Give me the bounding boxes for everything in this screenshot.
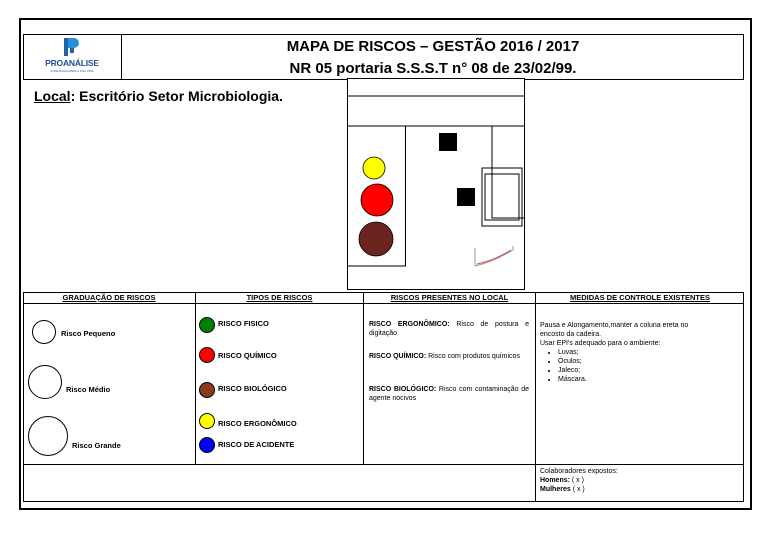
column-divider <box>195 292 196 464</box>
large-risk-circle-icon <box>28 416 68 456</box>
workers-title: Colaboradores expostos: <box>540 468 618 475</box>
ppe-item: • Jaleco; <box>558 366 710 375</box>
medium-risk-circle-icon <box>28 365 62 399</box>
floor-plan <box>347 78 525 290</box>
men-label: Homens: <box>540 477 570 484</box>
type-accident-label: RISCO DE ACIDENTE <box>218 440 295 449</box>
type-ergonomic-label: RISCO ERGONÔMICO <box>218 419 297 428</box>
present-ergonomic <box>369 320 529 338</box>
women-label: Mulheres <box>540 486 571 493</box>
col-header-grades: GRADUAÇÃO DE RISCOS <box>62 293 156 302</box>
equipment-block <box>457 188 475 206</box>
physical-risk-icon <box>199 317 215 333</box>
present-chemical-title: RISCO QUÍMICO: <box>369 353 427 360</box>
measures-intro-1: Pausa e Alongamento,manter a coluna ereta no encosto da cadeira. <box>540 322 689 338</box>
women-value: ( x ) <box>572 486 585 493</box>
row-divider <box>23 464 744 465</box>
present-chemical <box>369 352 529 361</box>
page-subtitle: NR 05 portaria S.S.S.T n° 08 de 23/02/99. <box>289 60 577 77</box>
page-title: MAPA DE RISCOS – GESTÃO 2016 / 2017 <box>286 38 580 55</box>
proanalise-logo-icon <box>23 34 121 80</box>
equipment-block <box>439 133 457 151</box>
type-physical-label: RISCO FISICO <box>218 319 269 328</box>
ppe-item: • Óculos; <box>558 357 710 366</box>
men-value: ( x ) <box>571 477 584 484</box>
location-label: Local <box>34 88 71 104</box>
chemical-risk-icon <box>199 347 215 363</box>
col-header-measures: MEDIDAS DE CONTROLE EXISTENTES <box>569 293 710 302</box>
biological-risk-icon <box>199 382 215 398</box>
location-line <box>34 88 283 104</box>
logo-tagline: CONFIANÇA PARA A SUA VIDA <box>50 69 94 73</box>
small-risk-circle-icon <box>32 320 56 344</box>
workers-cell <box>540 467 740 494</box>
accident-risk-icon <box>199 437 215 453</box>
measures-cell <box>540 321 710 384</box>
chemical-risk-marker <box>361 184 393 216</box>
present-chemical-text: Risco com produtos químicos <box>428 353 520 360</box>
present-biological-title: RISCO BIOLÓGICO: <box>369 386 437 393</box>
col-header-types: TIPOS DE RISCOS <box>246 293 313 302</box>
logo-text: PROANÁLISE <box>45 58 99 68</box>
ppe-item: • Luvas; <box>558 348 710 357</box>
ergonomic-risk-icon <box>199 413 215 429</box>
present-biological <box>369 385 529 403</box>
location-value: : Escritório Setor Microbiologia. <box>70 88 283 104</box>
grade-medium-label: Risco Médio <box>66 385 111 394</box>
logo-cell <box>23 34 122 80</box>
present-ergonomic-text: Risco de postura e digitação <box>369 321 529 337</box>
type-chemical-label: RISCO QUÍMICO <box>218 351 277 360</box>
biological-risk-marker <box>359 222 393 256</box>
grade-small-label: Risco Pequeno <box>61 329 116 338</box>
ergonomic-risk-marker <box>363 157 385 179</box>
column-divider <box>363 292 364 464</box>
ppe-list <box>540 348 710 384</box>
column-divider <box>535 292 536 502</box>
measures-intro-2: Usar EPI's adequado para o ambiente: <box>540 340 661 347</box>
present-biological-text: Risco com contaminação de agente nocivos <box>369 386 530 402</box>
grade-large-label: Risco Grande <box>72 441 121 450</box>
type-biological-label: RISCO BIOLÓGICO <box>218 384 287 393</box>
ppe-item: • Máscara. <box>558 375 710 384</box>
present-ergonomic-title: RISCO ERGONÔMICO: <box>369 321 450 328</box>
col-header-present: RISCOS PRESENTES NO LOCAL <box>390 293 509 302</box>
